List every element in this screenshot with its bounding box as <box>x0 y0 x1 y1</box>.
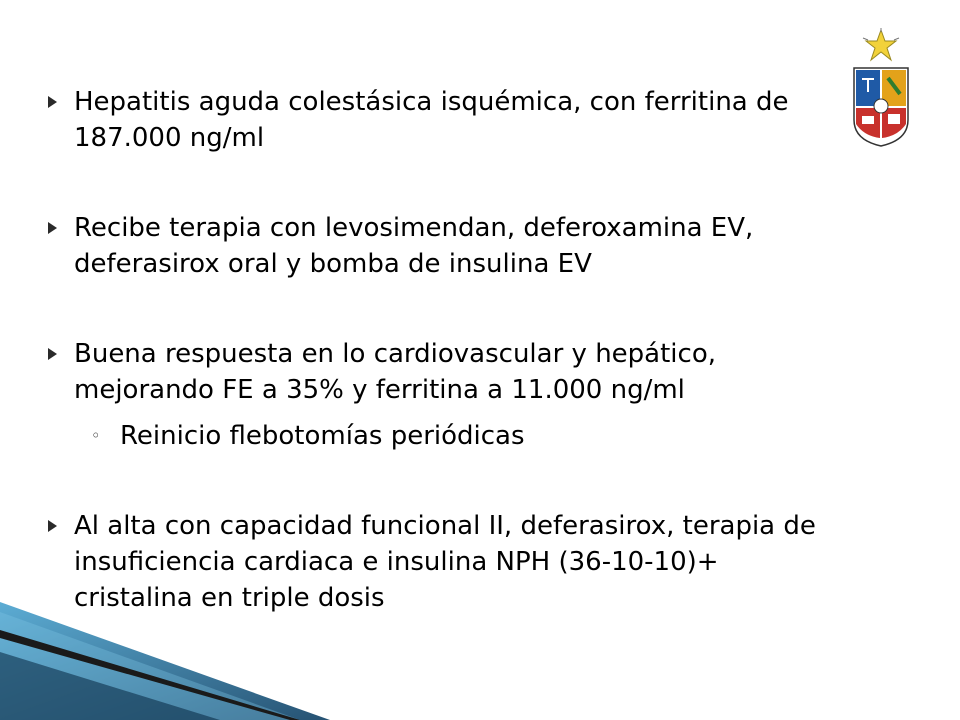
arrow-bullet-icon <box>48 96 57 108</box>
bullet-text: Al alta con capacidad funcional II, deferasirox, terapia de insuficiencia cardiaca e insulina NPH (36-10-10)+ cristalina en triple dosis <box>74 511 816 613</box>
bullet-text: Recibe terapia con levosimendan, deferoxamina EV, deferasirox oral y bomba de insulina EV <box>74 213 754 279</box>
bullet-list <box>44 84 844 616</box>
bullet-item <box>44 210 844 282</box>
bottom-left-decoration <box>0 590 960 720</box>
bullet-item <box>44 336 844 408</box>
sub-bullet-text: Reinicio flebotomías periódicas <box>120 421 525 451</box>
circle-bullet-icon: ◦ <box>91 426 101 445</box>
bullet-item <box>44 84 844 156</box>
university-crest-icon <box>846 28 916 148</box>
bullet-text: Hepatitis aguda colestásica isquémica, con ferritina de 187.000 ng/ml <box>74 87 789 153</box>
bullet-text: Buena respuesta en lo cardiovascular y hepático, mejorando FE a 35% y ferritina a 11.000 ng/ml <box>74 339 716 405</box>
arrow-bullet-icon <box>48 520 57 532</box>
arrow-bullet-icon <box>48 348 57 360</box>
arrow-bullet-icon <box>48 222 57 234</box>
sub-bullet-item <box>44 418 844 454</box>
